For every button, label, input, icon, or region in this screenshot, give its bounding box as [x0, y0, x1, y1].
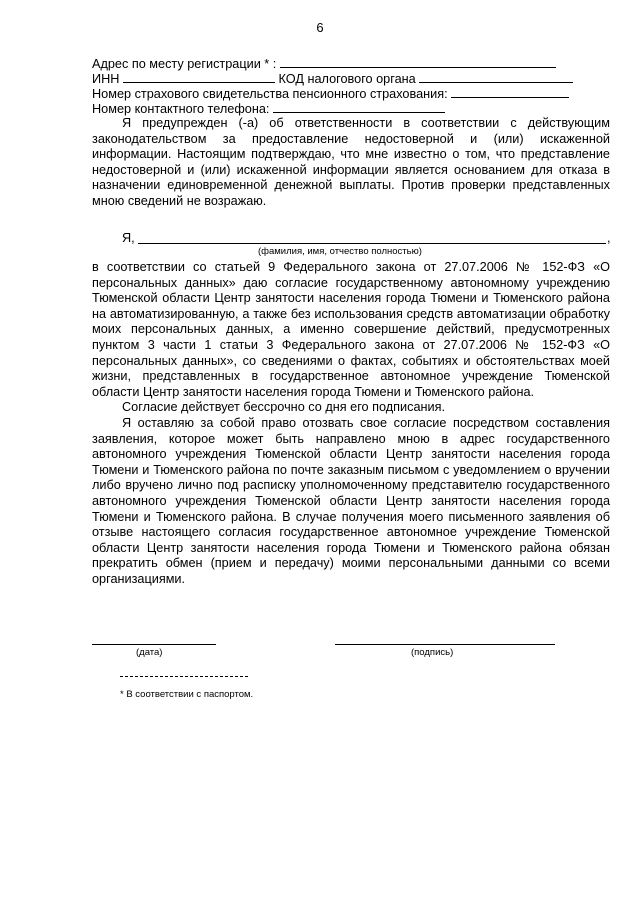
- fio-row: [122, 231, 135, 246]
- consent-paragraph-1: в соответствии со статьей 9 Федерального закона от 27.07.2006 № 152-ФЗ «О персональных данных» даю согласие государственному автономному учреждению Тюменской области Центр занятости населения города Тюмени и Тюменского района на автоматизированную, а также без использования средств автоматизации обработку моих персональных данных, а именно совершение действий, предусмотренных пунктом 3 части 1 статьи 3 Федерального закона от 27.07.2006 № 152-ФЗ «О персональных данных», со сведениями о фактах, событиях и обстоятельствах моей жизни, представленных в государственное автономное учреждение Тюменской области Центр занятости населения города Тюмени и Тюменского района.: [92, 260, 610, 399]
- consent-block: [92, 260, 610, 587]
- address-input-line[interactable]: [280, 55, 556, 68]
- address-label: Адрес по месту регистрации * :: [92, 57, 277, 71]
- inn-input-line[interactable]: [123, 70, 275, 83]
- phone-label: Номер контактного телефона:: [92, 102, 270, 116]
- signature-caption: (подпись): [411, 647, 454, 658]
- page-number: 6: [316, 20, 324, 35]
- fio-comma: ,: [607, 231, 611, 245]
- fio-caption: (фамилия, имя, отчество полностью): [258, 246, 422, 257]
- i-label: Я,: [122, 231, 135, 245]
- snils-label: Номер страхового свидетельства пенсионного страхования:: [92, 87, 448, 101]
- phone-input-line[interactable]: [273, 100, 445, 113]
- date-caption: (дата): [136, 647, 163, 658]
- consent-paragraph-2: Согласие действует бессрочно со дня его подписания.: [122, 400, 446, 415]
- phone-field-row: [92, 100, 445, 117]
- footnote-separator: [120, 676, 248, 677]
- consent-paragraph-3: Я оставляю за собой право отозвать свое согласие посредством составления заявления, которое может быть направлено мною в адрес государственного автономного учреждения Тюменской области Центр занятости населения города Тюмени и Тюменского района по почте заказным письмом с уведомлением о вручении либо вручено лично под расписку уполномоченному представителю государственного автономного учреждения Тюменской области Центр занятости населения города Тюмени и Тюменского района. В случае получения моего письменного заявления об отзыве настоящего согласия государственное автономное учреждение Тюменской области Центр занятости населения города Тюмени и Тюменского района обязан прекратить обмен (прием и передачу) моими персональными данными со всеми организациями.: [92, 415, 610, 586]
- snils-input-line[interactable]: [451, 85, 569, 98]
- fio-input-line[interactable]: [138, 243, 606, 244]
- footnote: * В соответствии с паспортом.: [120, 689, 254, 700]
- tax-code-label: КОД налогового органа: [278, 72, 416, 86]
- date-input-line[interactable]: [92, 644, 216, 645]
- warning-paragraph: Я предупрежден (-а) об ответственности в соответствии с действующим законодательством за предоставление недостоверной и (или) искаженной информации. Настоящим подтверждаю, что мне известно о том, что представление недостоверной и (или) искаженной информации является основанием для отказа в назначении единовременной денежной выплаты. Против проверки представленных мною сведений не возражаю.: [92, 116, 610, 208]
- signature-input-line[interactable]: [335, 644, 555, 645]
- tax-code-input-line[interactable]: [419, 70, 573, 83]
- inn-label: ИНН: [92, 72, 120, 86]
- warning-paragraph-block: [92, 116, 610, 210]
